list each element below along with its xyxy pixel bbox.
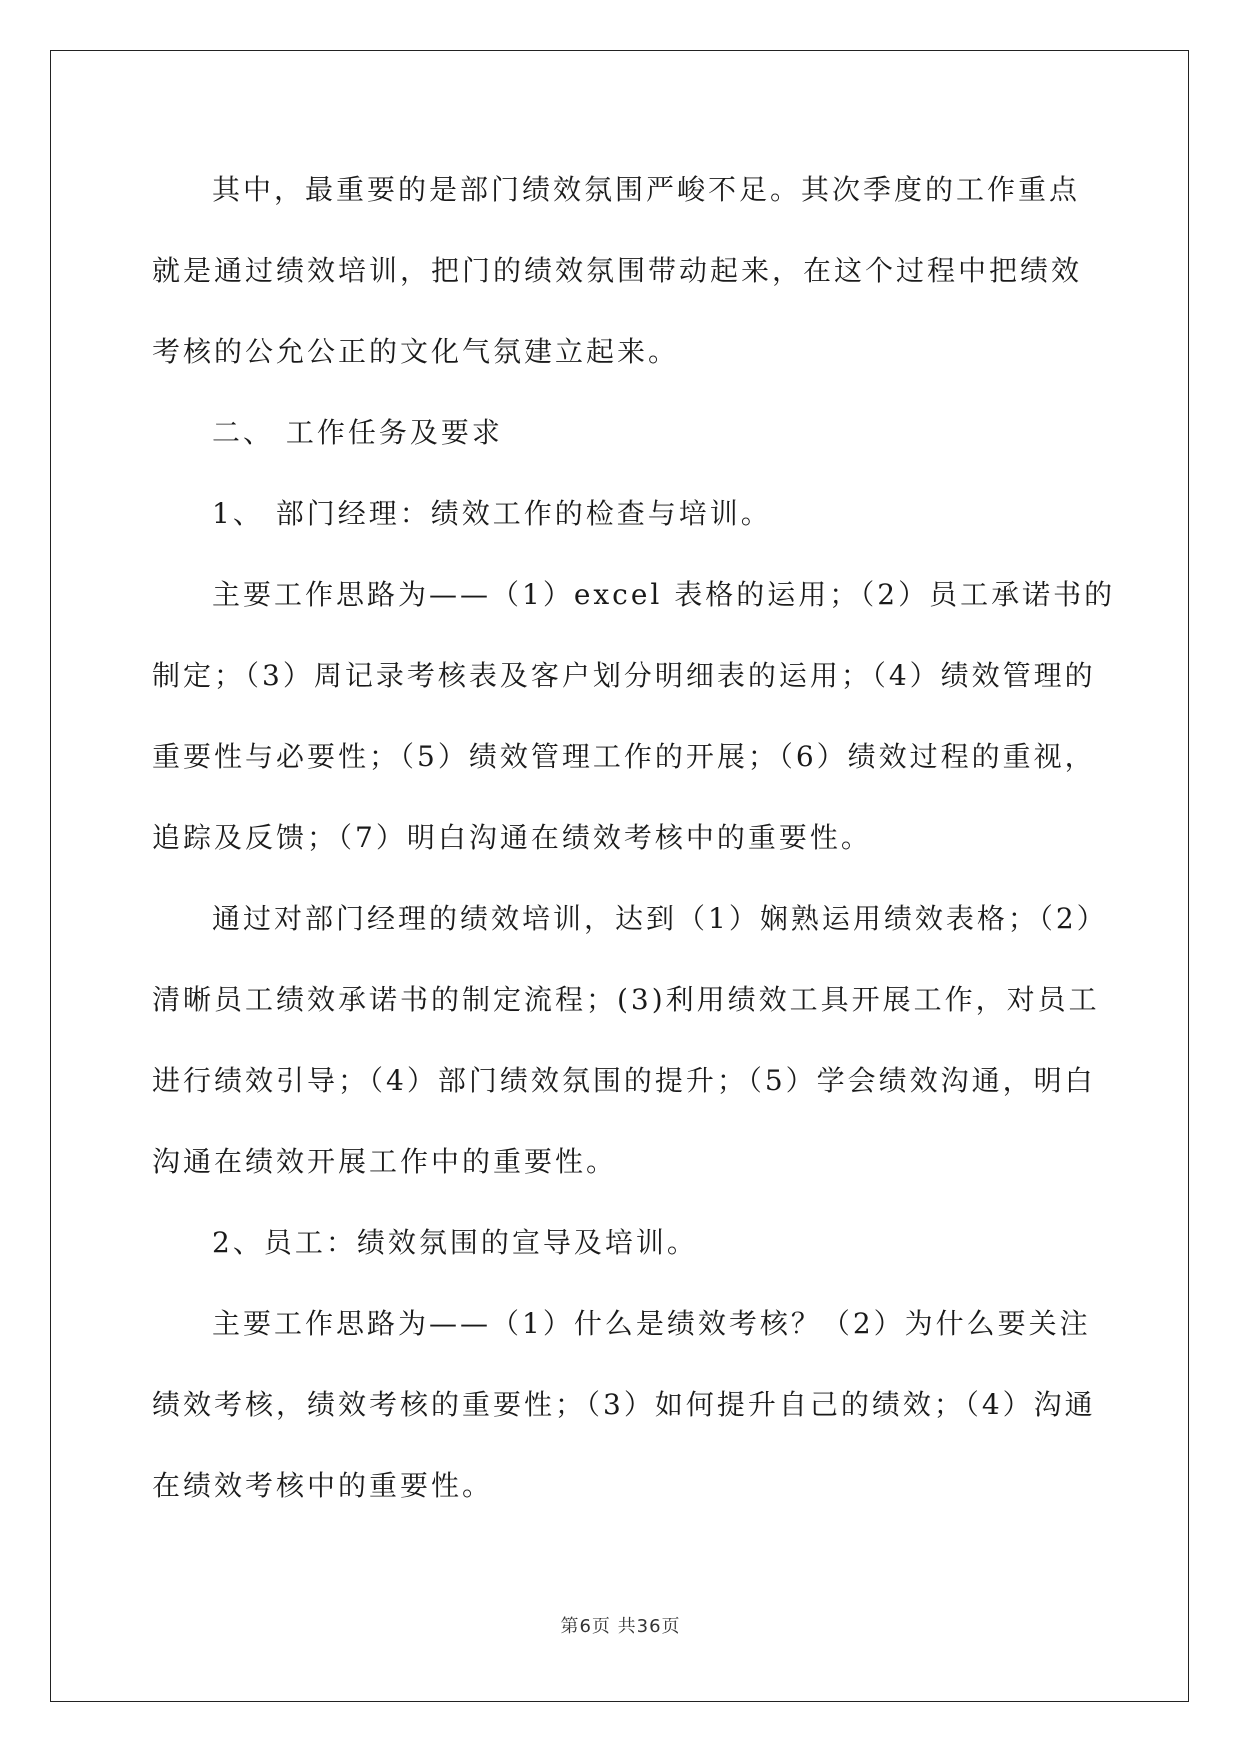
paragraph-line: 其中，最重要的是部门绩效氛围严峻不足。其次季度的工作重点 [212,173,1081,206]
paragraph-line: 清晰员工绩效承诺书的制定流程；(3)利用绩效工具开展工作，对员工 [152,983,1100,1016]
paragraph-line: 通过对部门经理的绩效培训，达到（1）娴熟运用绩效表格；（2） [212,902,1108,935]
paragraph-line: 考核的公允公正的文化气氛建立起来。 [152,335,680,368]
page-footer [0,1612,1241,1638]
subsection-heading: 1、 部门经理：绩效工作的检查与培训。 [212,497,772,530]
current-page-number: 6 [579,1616,592,1637]
paragraph-line: 就是通过绩效培训，把门的绩效氛围带动起来，在这个过程中把绩效 [152,254,1083,287]
paragraph-line: 重要性与必要性；（5）绩效管理工作的开展；（6）绩效过程的重视， [152,740,1096,773]
paragraph-line: 绩效考核，绩效考核的重要性；（3）如何提升自己的绩效；（4）沟通 [152,1388,1096,1421]
paragraph-line: 进行绩效引导；（4）部门绩效氛围的提升；（5）学会绩效沟通，明白 [152,1064,1096,1097]
footer-mid: 页 共 [591,1616,637,1637]
footer-suffix: 页 [661,1616,681,1637]
footer-prefix: 第 [560,1616,580,1637]
paragraph-line: 沟通在绩效开展工作中的重要性。 [152,1145,618,1178]
paragraph-line: 在绩效考核中的重要性。 [152,1469,494,1502]
paragraph-line: 主要工作思路为——（1）什么是绩效考核？（2）为什么要关注 [212,1307,1091,1340]
total-page-count: 36 [636,1616,662,1637]
subsection-heading: 2、员工：绩效氛围的宣导及培训。 [212,1226,698,1259]
section-heading: 二、 工作任务及要求 [212,416,503,449]
paragraph-line: 主要工作思路为——（1）excel 表格的运用；（2）员工承诺书的 [212,578,1116,611]
paragraph-line: 制定；（3）周记录考核表及客户划分明细表的运用；（4）绩效管理的 [152,659,1096,692]
paragraph-line: 追踪及反馈；（7）明白沟通在绩效考核中的重要性。 [152,821,872,854]
document-body [152,160,1116,1537]
